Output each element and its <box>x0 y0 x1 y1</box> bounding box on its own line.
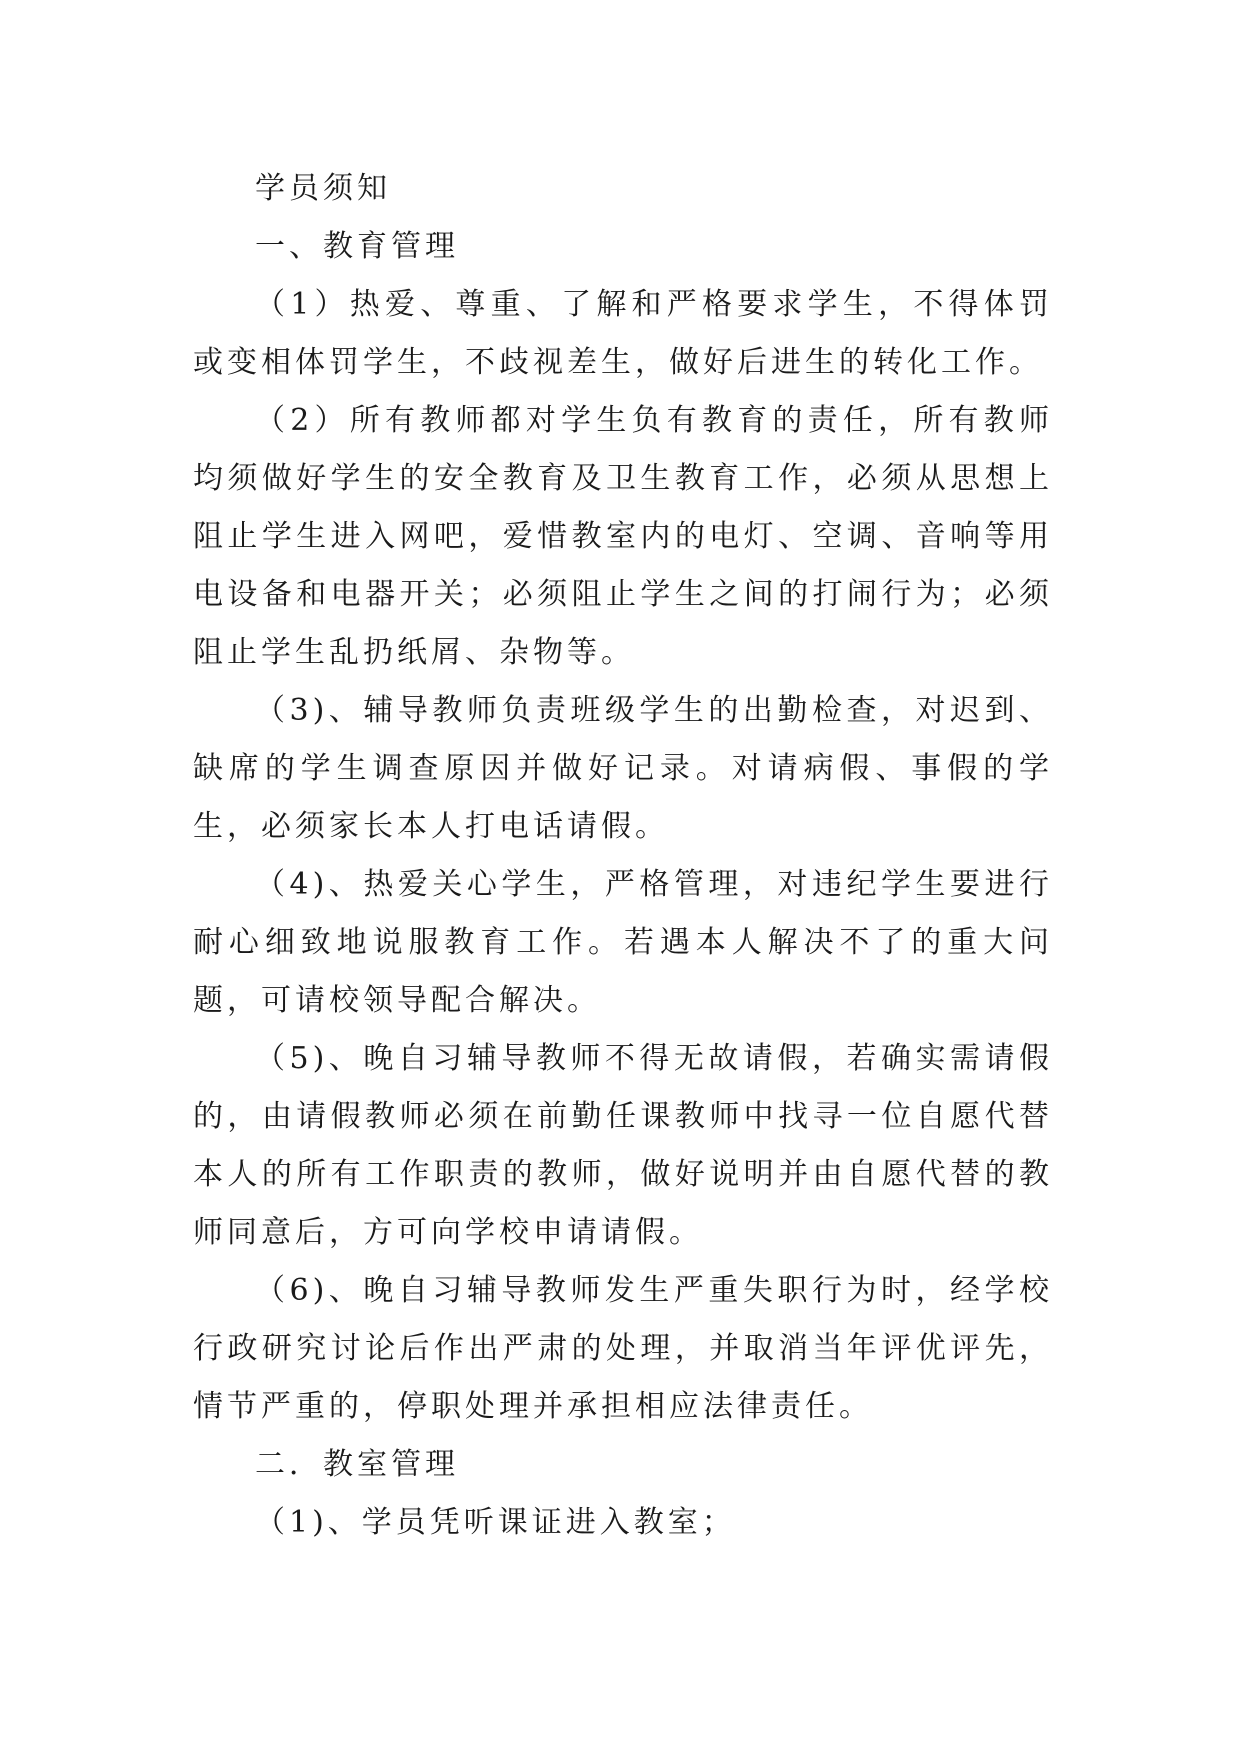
paragraph-item-4: （4)、热爱关心学生，严格管理，对违纪学生要进行耐心细致地说服教育工作。若遇本人解决不了的重大问题，可请校领导配合解决。 <box>193 867 1053 1018</box>
paragraph-item-3: （3)、辅导教师负责班级学生的出勤检查，对迟到、缺席的学生调查原因并做好记录。对请病假、事假的学生，必须家长本人打电话请假。 <box>193 693 1053 844</box>
section-heading-education: 一、教育管理 <box>255 229 459 264</box>
paragraph-item-5: （5)、晚自习辅导教师不得无故请假，若确实需请假的，由请假教师必须在前勤任课教师中找寻一位自愿代替本人的所有工作职责的教师，做好说明并由自愿代替的教师同意后，方可向学校申请请假。 <box>193 1041 1053 1250</box>
document-body <box>193 160 1053 1552</box>
section-heading-classroom: 二．教室管理 <box>255 1447 459 1482</box>
paragraph-classroom-item-1: （1)、学员凭听课证进入教室； <box>255 1505 736 1540</box>
document-title: 学员须知 <box>255 171 391 206</box>
paragraph-item-6: （6)、晚自习辅导教师发生严重失职行为时，经学校行政研究讨论后作出严肃的处理，并取消当年评优评先，情节严重的，停职处理并承担相应法律责任。 <box>193 1273 1053 1424</box>
paragraph-item-1: （1）热爱、尊重、了解和严格要求学生，不得体罚或变相体罚学生，不歧视差生，做好后进生的转化工作。 <box>193 287 1053 380</box>
paragraph-item-2: （2）所有教师都对学生负有教育的责任，所有教师均须做好学生的安全教育及卫生教育工作，必须从思想上阻止学生进入网吧，爱惜教室内的电灯、空调、音响等用电设备和电器开关；必须阻止学生之间的打闹行为；必须阻止学生乱扔纸屑、杂物等。 <box>193 403 1053 670</box>
